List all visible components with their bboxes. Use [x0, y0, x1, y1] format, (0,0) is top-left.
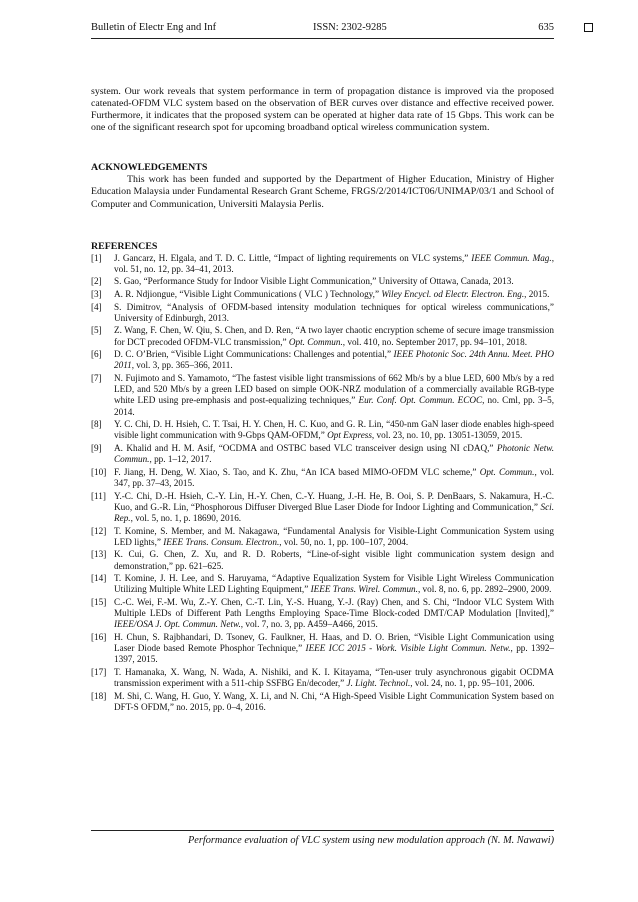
acknowledgements-heading: ACKNOWLEDGEMENTS — [91, 162, 208, 174]
reference-number: [1] — [91, 252, 102, 263]
reference-item — [91, 373, 554, 418]
reference-number: [16] — [91, 632, 107, 643]
reference-venue: IEEE/OSA J. Opt. Commun. Netw. — [114, 619, 241, 630]
reference-text: S. Dimitrov, “Analysis of OFDM-based intensity modulation techniques for optical wireless communications,” University of Edinburgh, 2013. — [114, 301, 554, 323]
reference-number: [17] — [91, 667, 107, 678]
reference-text: D. C. O’Brien, “Visible Light Communications: Challenges and potential,” — [114, 349, 394, 360]
reference-venue: Wiley Encycl. od Electr. Electron. Eng. — [381, 289, 525, 300]
reference-text: T. Komine, J. H. Lee, and S. Haruyama, “Adaptive Equalization System for Visible Light Wireless Communication Utilizing Multiple White LED Lighting Equipment,” — [114, 573, 554, 595]
running-footer: Performance evaluation of VLC system using new modulation approach (N. M. Nawawi) — [91, 830, 554, 846]
reference-number: [6] — [91, 349, 102, 360]
reference-item — [91, 491, 554, 525]
reference-number: [18] — [91, 690, 107, 701]
reference-text: S. Gao, “Performance Study for Indoor Visible Light Communication,” University of Ottawa, Canada, 2013. — [114, 276, 514, 287]
reference-venue: IEEE Commun. Mag. — [471, 252, 552, 263]
reference-text: C.-C. Wei, F.-M. Wu, Z.-Y. Chen, C.-T. Lin, Y.-S. Huang, Y.-J. (Ray) Chen, and S. Chi, “Indoor VLC System With Multiple LEDs of Different Path Lengths Employing Space-Time Block-coded DMT/CAP Modulation [Invited],” — [114, 597, 554, 619]
reference-text: N. Fujimoto and S. Yamamoto, “The fastest visible light transmissions of 662 Mb/s by a blue LED, 600 Mb/s by a red LED, and 520 Mb/s by a green LED based on simple OOK-NRZ modulation of a commercially available RGB-type white LED using pre-emphasis and post-equalizing techniques,” — [114, 373, 554, 406]
reference-item — [91, 549, 554, 571]
reference-venue: Opt. Commun. — [288, 336, 343, 347]
reference-item — [91, 667, 554, 689]
reference-details: , vol. 5, no. 1, p. 18690, 2016. — [130, 513, 242, 524]
journal-name: Bulletin of Electr Eng and Inf — [91, 22, 217, 33]
reference-details: , vol. 7, no. 3, pp. A459–A466, 2015. — [240, 619, 378, 630]
reference-number: [14] — [91, 573, 107, 584]
reference-text: F. Jiang, H. Deng, W. Xiao, S. Tao, and K. Zhu, “An ICA based MIMO-OFDM VLC scheme,” — [114, 466, 480, 477]
reference-details: , vol. 8, no. 6, pp. 2892–2900, 2009. — [417, 584, 552, 595]
reference-item — [91, 691, 554, 713]
reference-item — [91, 573, 554, 595]
reference-item — [91, 349, 554, 371]
running-header — [91, 22, 554, 39]
reference-text: Y.-C. Chi, D.-H. Hsieh, C.-Y. Lin, H.-Y. Chen, C.-Y. Huang, J.-H. He, B. Ooi, S. P. DenBaars, S. Nakamura, H.-C. Kuo, and G.-R. Lin, “Phosphorous Diffuser Diverged Blue Laser Diode for Indoor Lighting and Communication,” — [114, 490, 554, 512]
reference-details: , vol. 24, no. 1, pp. 95–101, 2006. — [410, 678, 535, 689]
reference-item — [91, 526, 554, 548]
reference-details: , pp. 1392–1397, 2015. — [114, 643, 554, 665]
reference-details: , no. Cml, pp. 3–5, 2014. — [114, 395, 555, 417]
acknowledgements-text: This work has been funded and supported by the Department of Higher Education, Ministry of Higher Education Malaysia under Fundamental Research Grant Scheme, FRGS/2/2014/ICT06/UNIMAP/03/1 and School of Computer and Communication, Universiti Malaysia Perlis. — [91, 174, 554, 210]
reference-item — [91, 597, 554, 631]
reference-text: Z. Wang, F. Chen, W. Qiu, S. Chen, and D. Ren, “A two layer chaotic encryption scheme of secure image transmission for DCT precoded OFDM-VLC transmission,” — [114, 325, 554, 347]
reference-number: [11] — [91, 490, 106, 501]
reference-text: T. Hamanaka, X. Wang, N. Wada, A. Nishiki, and K. I. Kitayama, “Ten-user truly asynchronous gigabit OCDMA transmission experiment with a 511-chip SSFBG En/decoder,” — [114, 667, 554, 689]
reference-text: Y. C. Chi, D. H. Hsieh, C. T. Tsai, H. Y. Chen, H. C. Kuo, and G. R. Lin, “450-nm GaN laser diode enables high-speed visible light communication with 9-Gbps QAM-OFDM,” — [114, 419, 554, 441]
reference-venue: IEEE Trans. Wirel. Commun. — [310, 584, 418, 595]
reference-details: , vol. 410, no. September 2017, pp. 94–101, 2018. — [342, 336, 527, 347]
reference-number: [4] — [91, 301, 102, 312]
reference-details: , vol. 50, no. 1, pp. 100–107, 2004. — [279, 536, 409, 547]
reference-details: , vol. 23, no. 10, pp. 13051-13059, 2015. — [371, 430, 523, 441]
reference-item — [91, 253, 554, 275]
reference-venue: IEEE Trans. Consum. Electron. — [163, 536, 280, 547]
reference-venue: Opt. Commun. — [479, 466, 535, 477]
references-heading: REFERENCES — [91, 240, 158, 252]
reference-text: A. R. Ndjiongue, “Visible Light Communications ( VLC ) Technology,” — [114, 289, 382, 300]
reference-venue: IEEE ICC 2015 - Work. Visible Light Commun. Netw. — [305, 643, 511, 654]
reference-number: [10] — [91, 466, 107, 477]
reference-details: , pp. 1–12, 2017. — [149, 454, 212, 465]
reference-number: [7] — [91, 373, 102, 384]
reference-item — [91, 276, 554, 287]
reference-number: [3] — [91, 289, 102, 300]
reference-number: [2] — [91, 276, 102, 287]
reference-text: K. Cui, G. Chen, Z. Xu, and R. D. Roberts, “Line-of-sight visible light communication system design and demonstration,” pp. 621–625. — [114, 549, 554, 571]
reference-details: , 2015. — [524, 289, 550, 300]
page-number: 635 — [538, 22, 554, 33]
reference-text: J. Gancarz, H. Elgala, and T. D. C. Little, “Impact of lighting requirements on VLC systems,” — [114, 252, 472, 263]
reference-text: H. Chun, S. Rajbhandari, D. Tsonev, G. Faulkner, H. Haas, and D. O. Brien, “Visible Light Communication using Laser Diode based Remote Phosphor Technique,” — [114, 632, 554, 654]
reference-text: T. Komine, S. Member, and M. Nakagawa, “Fundamental Analysis for Visible-Light Communication System using LED lights,” — [114, 525, 554, 547]
reference-item — [91, 302, 554, 324]
reference-text: M. Shi, C. Wang, H. Guo, Y. Wang, X. Li, and N. Chi, “A High-Speed Visible Light Communication System based on DFT-S OFDM,” no. 2015, pp. 0–4, 2016. — [114, 690, 554, 713]
reference-list — [91, 253, 554, 714]
reference-item — [91, 632, 554, 666]
reference-details: , vol. 3, pp. 365–366, 2011. — [131, 360, 233, 371]
reference-number: [8] — [91, 419, 102, 430]
reference-number: [15] — [91, 597, 107, 608]
conclusion-paragraph: system. Our work reveals that system performance in term of propagation distance is improved via the proposed catenated-OFDM VLC system based on the observation of BER curves over distance and effective received power. Furthermore, it indicates that the proposed system can be operated at higher data rate of 15 Gbps. This work can be one of the significant research spot for upcoming broadband optical wireless communication system. — [91, 86, 554, 134]
reference-number: [13] — [91, 549, 107, 560]
reference-details: , vol. 51, no. 12, pp. 34–41, 2013. — [114, 252, 554, 274]
checkbox-square-icon — [584, 23, 593, 32]
reference-venue: Sci. Rep. — [114, 501, 554, 524]
reference-venue: Opt Express — [327, 430, 372, 441]
reference-item — [91, 325, 554, 347]
reference-item — [91, 443, 554, 465]
reference-text: A. Khalid and H. M. Asif, “OCDMA and OSTBC based VLC transceiver design using NI cDAQ,” — [114, 443, 497, 454]
reference-venue: J. Light. Technol. — [346, 678, 411, 689]
reference-item — [91, 467, 554, 489]
page-body — [91, 86, 554, 715]
reference-item — [91, 419, 554, 441]
reference-number: [9] — [91, 443, 102, 454]
reference-venue: Photonic Netw. Commun. — [114, 443, 554, 465]
reference-number: [12] — [91, 525, 107, 536]
reference-venue: IEEE Photonic Soc. 24th Annu. Meet. PHO 2011 — [114, 349, 554, 371]
reference-number: [5] — [91, 325, 102, 336]
issn: ISSN: 2302-9285 — [313, 22, 387, 33]
reference-details: , vol. 347, pp. 37–43, 2015. — [114, 466, 554, 489]
reference-venue: Eur. Conf. Opt. Commun. ECOC — [358, 395, 483, 406]
reference-item — [91, 289, 554, 300]
